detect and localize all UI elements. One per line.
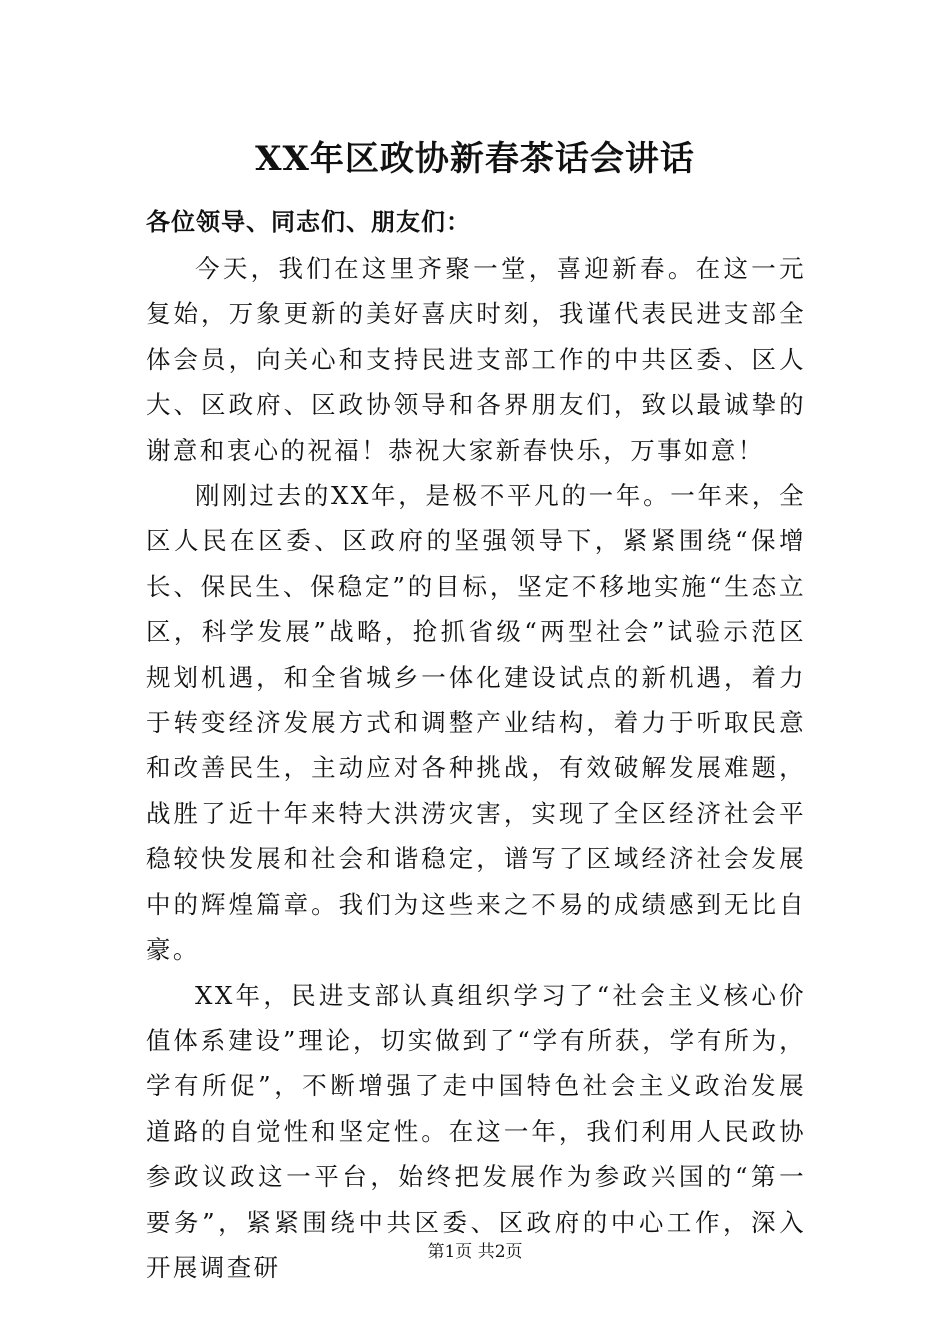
document-title: XX年区政协新春茶话会讲话 [255,139,695,179]
salutation: 各位领导、同志们、朋友们： [146,207,471,236]
paragraph-1: 今天，我们在这里齐聚一堂，喜迎新春。在这一元复始，万象更新的美好喜庆时刻，我谨代表民进支部全体会员，向关心和支持民进支部工作的中共区委、区人大、区政府、区政协领导和各界朋友们，致以最诚挚的谢意和衷心的祝福！恭祝大家新春快乐，万事如意！ [146,254,806,465]
page-footer: 第1页 共2页 [427,1242,523,1262]
paragraph-2: 刚刚过去的XX年，是极不平凡的一年。一年来，全区人民在区委、区政府的坚强领导下，紧紧围绕“保增长、保民生、保稳定”的目标，坚定不移地实施“生态立区，科学发展”战略，抢抓省级“两型社会”试验示范区规划机遇，和全省城乡一体化建设试点的新机遇，着力于转变经济发展方式和调整产业结构，着力于听取民意和改善民生，主动应对各种挑战，有效破解发展难题，战胜了近十年来特大洪涝灾害，实现了全区经济社会平稳较快发展和社会和谐稳定，谱写了区域经济社会发展中的辉煌篇章。我们为这些来之不易的成绩感到无比自豪。 [146,481,806,965]
paragraph-3: XX年，民进支部认真组织学习了“社会主义核心价值体系建设”理论，切实做到了“学有所获，学有所为，学有所促”，不断增强了走中国特色社会主义政治发展道路的自觉性和坚定性。在这一年，我们利用人民政协参政议政这一平台，始终把发展作为参政兴国的“第一要务”，紧紧围绕中共区委、区政府的中心工作，深入开展调查研 [146,980,806,1282]
document-body [146,246,806,1290]
